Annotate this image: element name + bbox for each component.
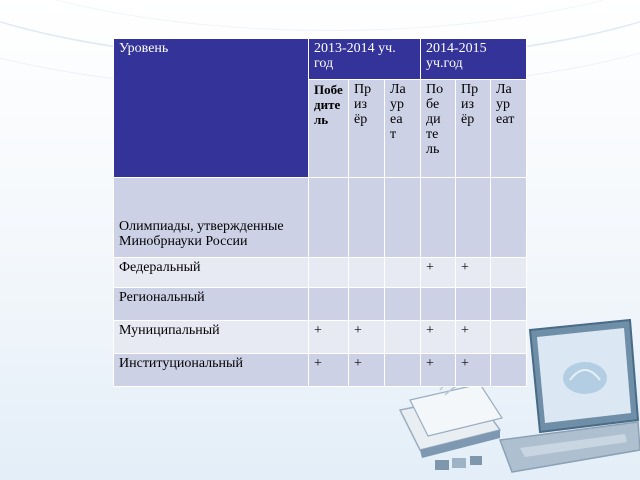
table-cell <box>385 178 421 258</box>
row-label: Институциональный <box>114 354 309 387</box>
sub-header-laureate-2014: Ла ур еат <box>491 80 527 178</box>
header-year-2013-2014: 2013-2014 уч. год <box>309 39 421 80</box>
table-cell <box>491 178 527 258</box>
row-label: Олимпиады, утвержденные Минобрнауки России <box>114 178 309 258</box>
table-cell: + <box>309 321 349 354</box>
table-cell: + <box>456 258 491 288</box>
table-cell <box>491 258 527 288</box>
sub-header-winner-2013: Побе дите ль <box>309 80 349 178</box>
table-cell <box>421 178 456 258</box>
table-cell <box>421 288 456 321</box>
table-cell: + <box>421 321 456 354</box>
table-cell: + <box>349 354 385 387</box>
table-cell <box>491 288 527 321</box>
table-cell: + <box>421 354 456 387</box>
table-cell <box>349 258 385 288</box>
table-cell <box>385 258 421 288</box>
row-label: Муниципальный <box>114 321 309 354</box>
row-label: Федеральный <box>114 258 309 288</box>
table-cell: + <box>349 321 385 354</box>
sub-header-prize-2014: Пр из ёр <box>456 80 491 178</box>
table-cell <box>309 258 349 288</box>
row-label: Региональный <box>114 288 309 321</box>
sub-header-laureate-2013: Ла ур еа т <box>385 80 421 178</box>
sub-header-winner-2014: По бе ди те ль <box>421 80 456 178</box>
table-cell <box>349 288 385 321</box>
table-cell <box>385 288 421 321</box>
table-cell <box>491 354 527 387</box>
table-cell <box>349 178 385 258</box>
header-level: Уровень <box>114 39 309 178</box>
sub-header-prize-2013: Пр из ёр <box>349 80 385 178</box>
table-cell: + <box>421 258 456 288</box>
table-cell: + <box>456 321 491 354</box>
table-row <box>114 321 527 354</box>
table-row <box>114 354 527 387</box>
table-row <box>114 178 527 258</box>
header-year-2014-2015: 2014-2015 уч.год <box>421 39 527 80</box>
olympiad-results-table <box>113 38 527 387</box>
table-cell <box>456 288 491 321</box>
table-cell <box>385 321 421 354</box>
table-cell <box>309 288 349 321</box>
table-cell <box>309 178 349 258</box>
table-cell <box>385 354 421 387</box>
table-row <box>114 288 527 321</box>
table-cell: + <box>456 354 491 387</box>
table-row <box>114 258 527 288</box>
table-cell: + <box>309 354 349 387</box>
table-cell <box>456 178 491 258</box>
table-cell <box>491 321 527 354</box>
